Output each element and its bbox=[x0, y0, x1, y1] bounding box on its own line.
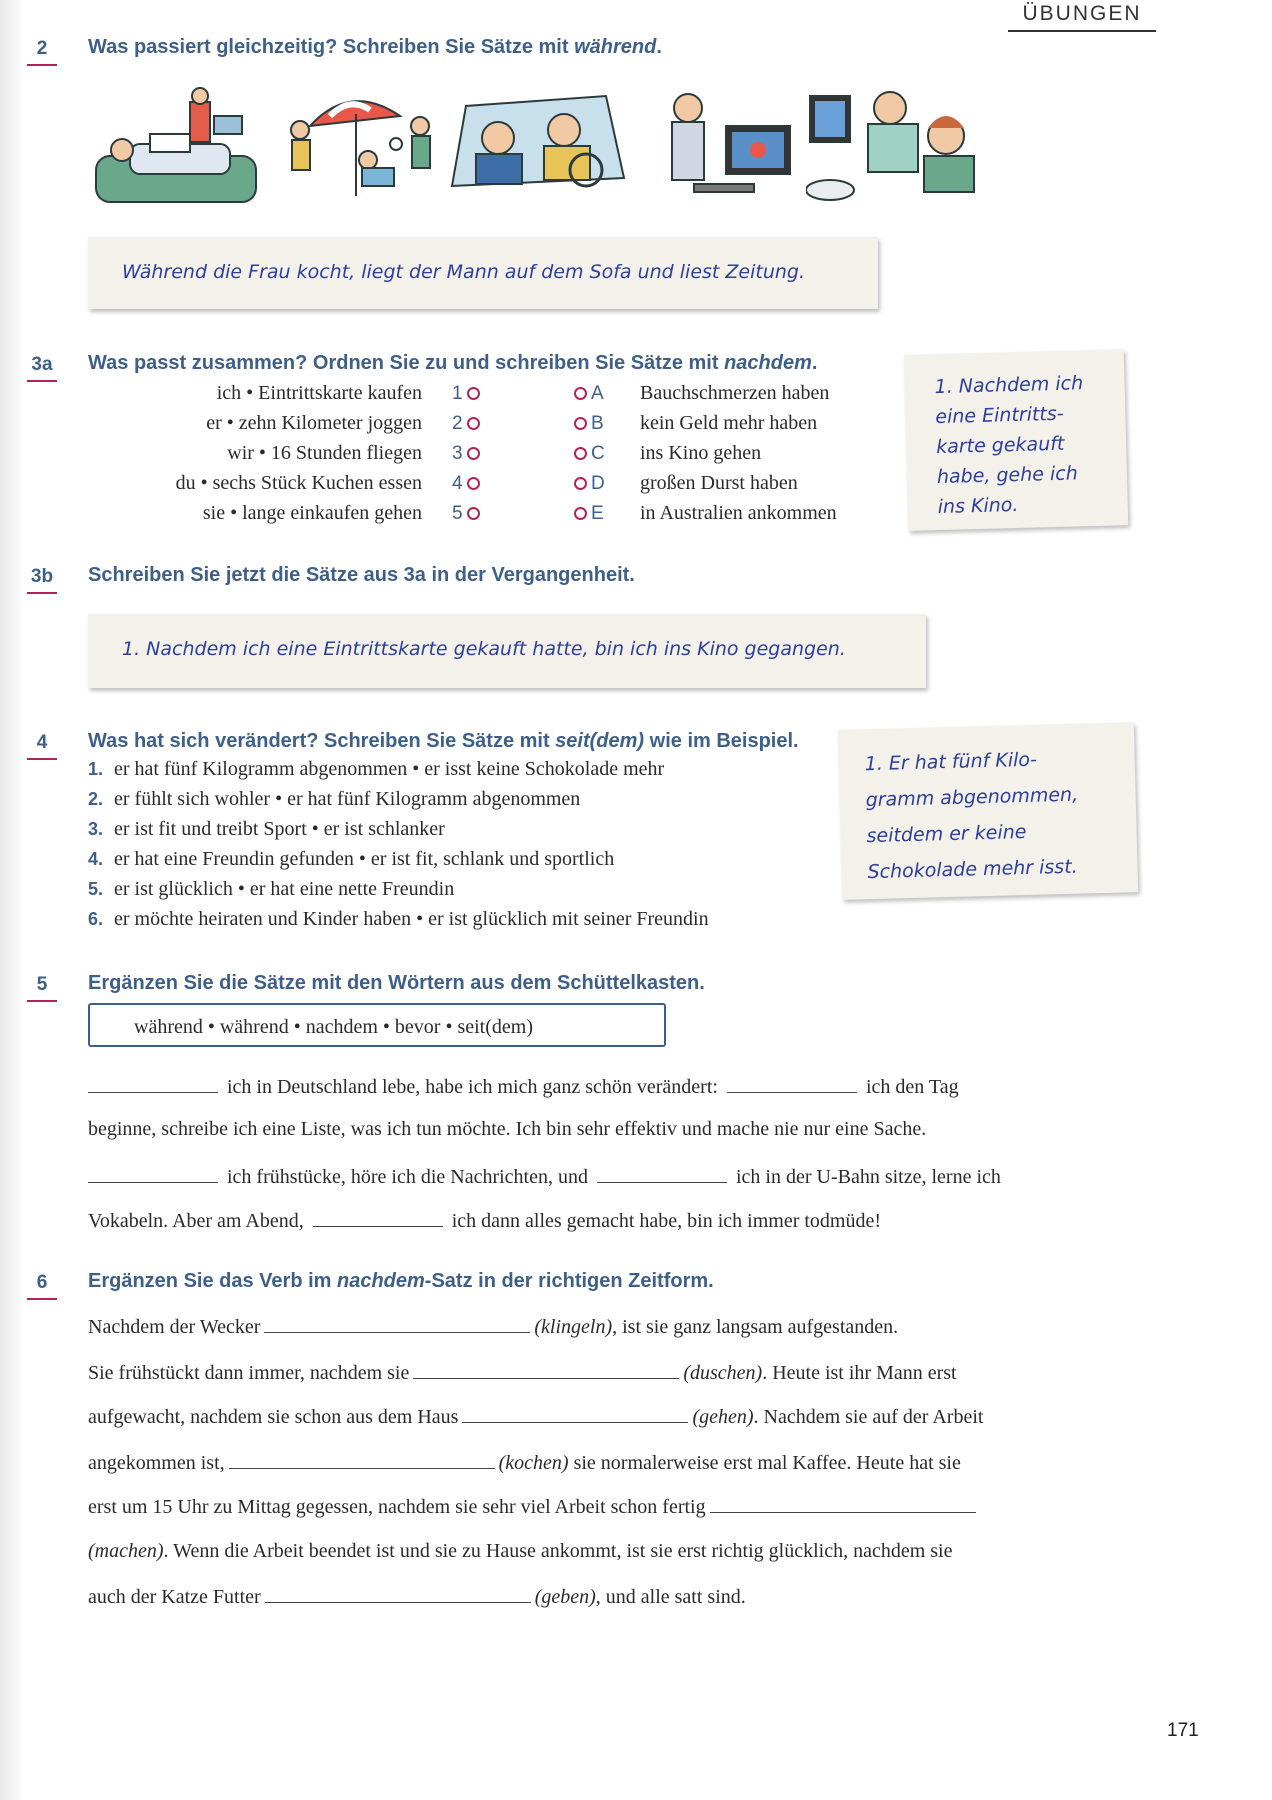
book-spine-shadow bbox=[0, 0, 24, 1800]
note-3a-line-3: karte gekauft bbox=[935, 432, 1065, 459]
match-circle-b[interactable] bbox=[574, 417, 587, 430]
exercise-6-line-2: Sie frühstückt dann immer, nachdem sie (duschen). Heute ist ihr Mann erst bbox=[88, 1362, 957, 1384]
exercise-4-item-4: 4. er hat eine Freundin gefunden • er ist fit, schlank und sportlich bbox=[88, 848, 615, 870]
match-number-2[interactable]: 2 bbox=[452, 413, 484, 435]
note-4-line-2: gramm abgenommen, bbox=[865, 783, 1079, 812]
match-left-item-2: er • zehn Kilometer joggen bbox=[206, 412, 422, 434]
exercise-6-number: 6 bbox=[26, 1272, 58, 1300]
match-circle-4[interactable] bbox=[467, 477, 480, 490]
exercise-3b-title: Schreiben Sie jetzt die Sätze aus 3a in der Vergangenheit. bbox=[88, 564, 635, 586]
match-letter-e[interactable]: E bbox=[570, 503, 604, 525]
exercise-5-number: 5 bbox=[26, 974, 58, 1002]
exercise-6-line-4: angekommen ist, (kochen) sie normalerweise erst mal Kaffee. Heute hat sie bbox=[88, 1452, 961, 1474]
ex5-blank-1[interactable] bbox=[88, 1074, 218, 1093]
ex6-blank-5[interactable] bbox=[710, 1494, 976, 1513]
exercise-6-title: Ergänzen Sie das Verb im nachdem-Satz in der richtigen Zeitform. bbox=[88, 1270, 714, 1292]
ex6-blank-3[interactable] bbox=[462, 1404, 688, 1423]
word-box: während • während • nachdem • bevor • seit(dem) bbox=[88, 1003, 666, 1047]
exercise-3a-example-note bbox=[904, 349, 1129, 531]
match-circle-2[interactable] bbox=[467, 417, 480, 430]
exercise-4-title: Was hat sich verändert? Schreiben Sie Sätze mit seit(dem) wie im Beispiel. bbox=[88, 730, 799, 752]
exercise-6-line-6: (machen). Wenn die Arbeit beendet ist und sie zu Hause ankommt, ist sie erst richtig glücklich, nachdem sie bbox=[88, 1540, 953, 1562]
match-number-3[interactable]: 3 bbox=[452, 443, 484, 465]
exercise-3a-title: Was passt zusammen? Ordnen Sie zu und schreiben Sie Sätze mit nachdem. bbox=[88, 352, 818, 374]
illustration-strip bbox=[90, 86, 1100, 216]
ex6-blank-2[interactable] bbox=[413, 1360, 679, 1379]
exercise-4-item-3: 3. er ist fit und treibt Sport • er ist schlanker bbox=[88, 818, 445, 840]
exercise-6-line-1: Nachdem der Wecker (klingeln), ist sie ganz langsam aufgestanden. bbox=[88, 1316, 899, 1338]
note-4-line-3: seitdem er keine bbox=[866, 821, 1027, 848]
exercise-4-item-6: 6. er möchte heiraten und Kinder haben • er ist glücklich mit seiner Freundin bbox=[88, 908, 709, 930]
couple-sofa-kitchen-illustration bbox=[90, 86, 262, 216]
beach-umbrella-illustration bbox=[270, 86, 438, 216]
match-left-item-4: du • sechs Stück Kuchen essen bbox=[175, 472, 422, 494]
exercise-3b-example-note bbox=[88, 614, 926, 688]
exercise-5-line-2: beginne, schreibe ich eine Liste, was ich tun möchte. Ich bin sehr effektiv und mache nie nur eine Sache. bbox=[88, 1118, 927, 1140]
match-number-4[interactable]: 4 bbox=[452, 473, 484, 495]
exercise-3b-example-text: 1. Nachdem ich eine Eintrittskarte gekauft hatte, bin ich ins Kino gegangen. bbox=[122, 638, 846, 660]
exercise-3a-number: 3a bbox=[26, 354, 58, 382]
exercise-6-line-5: erst um 15 Uhr zu Mittag gegessen, nachdem sie sehr viel Arbeit schon fertig bbox=[88, 1494, 980, 1519]
note-3a-line-1: 1. Nachdem ich bbox=[934, 372, 1084, 399]
note-3a-line-4: habe, gehe ich bbox=[936, 462, 1078, 489]
match-circle-c[interactable] bbox=[574, 447, 587, 460]
match-letter-d[interactable]: D bbox=[570, 473, 605, 495]
note-4-line-4: Schokolade mehr isst. bbox=[867, 855, 1078, 884]
exercise-5-line-3: ich frühstücke, höre ich die Nachrichten, und ich in der U-Bahn sitze, lerne ich bbox=[88, 1164, 1001, 1189]
exercise-3b-number: 3b bbox=[26, 566, 58, 594]
exercise-4-item-2: 2. er fühlt sich wohler • er hat fünf Kilogramm abgenommen bbox=[88, 788, 581, 810]
match-letter-a[interactable]: A bbox=[570, 383, 604, 405]
match-right-item-e: in Australien ankommen bbox=[640, 502, 837, 524]
page-number: 171 bbox=[1167, 1720, 1199, 1741]
ex5-blank-5[interactable] bbox=[313, 1208, 443, 1227]
ex6-blank-1[interactable] bbox=[264, 1314, 530, 1333]
exercise-4-item-5: 5. er ist glücklich • er hat eine nette Freundin bbox=[88, 878, 455, 900]
match-right-item-d: großen Durst haben bbox=[640, 472, 798, 494]
match-letter-c[interactable]: C bbox=[570, 443, 605, 465]
match-right-item-a: Bauchschmerzen haben bbox=[640, 382, 830, 404]
ex6-blank-6[interactable] bbox=[265, 1584, 531, 1603]
match-left-item-1: ich • Eintrittskarte kaufen bbox=[216, 382, 422, 404]
match-circle-d[interactable] bbox=[574, 477, 587, 490]
section-header: ÜBUNGEN bbox=[1008, 2, 1156, 32]
exercise-2-example-note bbox=[88, 237, 878, 309]
exercise-2-example-text: Während die Frau kocht, liegt der Mann auf dem Sofa und liest Zeitung. bbox=[122, 261, 806, 283]
exercise-6-line-7: auch der Katze Futter (geben), und alle satt sind. bbox=[88, 1586, 746, 1608]
car-drivers-illustration bbox=[446, 86, 630, 216]
match-letter-b[interactable]: B bbox=[570, 413, 604, 435]
match-number-5[interactable]: 5 bbox=[452, 503, 484, 525]
dentist-illustration bbox=[806, 86, 982, 216]
note-4-line-1: 1. Er hat fünf Kilo- bbox=[864, 748, 1038, 776]
ex5-blank-4[interactable] bbox=[597, 1164, 727, 1183]
note-3a-line-2: eine Eintritts- bbox=[935, 402, 1064, 429]
match-circle-3[interactable] bbox=[467, 447, 480, 460]
exercise-4-example-note bbox=[838, 722, 1138, 900]
exercise-2-number: 2 bbox=[26, 38, 58, 66]
match-right-item-b: kein Geld mehr haben bbox=[640, 412, 818, 434]
ex6-blank-4[interactable] bbox=[229, 1450, 495, 1469]
match-right-item-c: ins Kino gehen bbox=[640, 442, 762, 464]
exercise-5-line-1: ich in Deutschland lebe, habe ich mich ganz schön verändert: ich den Tag bbox=[88, 1074, 959, 1099]
match-number-1[interactable]: 1 bbox=[452, 383, 484, 405]
ex5-blank-2[interactable] bbox=[727, 1074, 857, 1093]
exercise-6-line-3: aufgewacht, nachdem sie schon aus dem Haus (gehen). Nachdem sie auf der Arbeit bbox=[88, 1406, 984, 1428]
man-with-tv-illustration bbox=[638, 86, 798, 216]
match-circle-e[interactable] bbox=[574, 507, 587, 520]
match-circle-5[interactable] bbox=[467, 507, 480, 520]
note-3a-line-5: ins Kino. bbox=[937, 493, 1019, 519]
exercise-4-number: 4 bbox=[26, 732, 58, 760]
exercise-5-title: Ergänzen Sie die Sätze mit den Wörtern aus dem Schüttelkasten. bbox=[88, 972, 705, 994]
exercise-2-title: Was passiert gleichzeitig? Schreiben Sie Sätze mit während. bbox=[88, 36, 662, 58]
match-left-item-5: sie • lange einkaufen gehen bbox=[202, 502, 422, 524]
exercise-5-line-4: Vokabeln. Aber am Abend, ich dann alles gemacht habe, bin ich immer todmüde! bbox=[88, 1210, 882, 1232]
match-left-item-3: wir • 16 Stunden fliegen bbox=[227, 442, 422, 464]
exercise-4-item-1: 1. er hat fünf Kilogramm abgenommen • er isst keine Schokolade mehr bbox=[88, 758, 665, 780]
match-circle-a[interactable] bbox=[574, 387, 587, 400]
match-circle-1[interactable] bbox=[467, 387, 480, 400]
ex5-blank-3[interactable] bbox=[88, 1164, 218, 1183]
